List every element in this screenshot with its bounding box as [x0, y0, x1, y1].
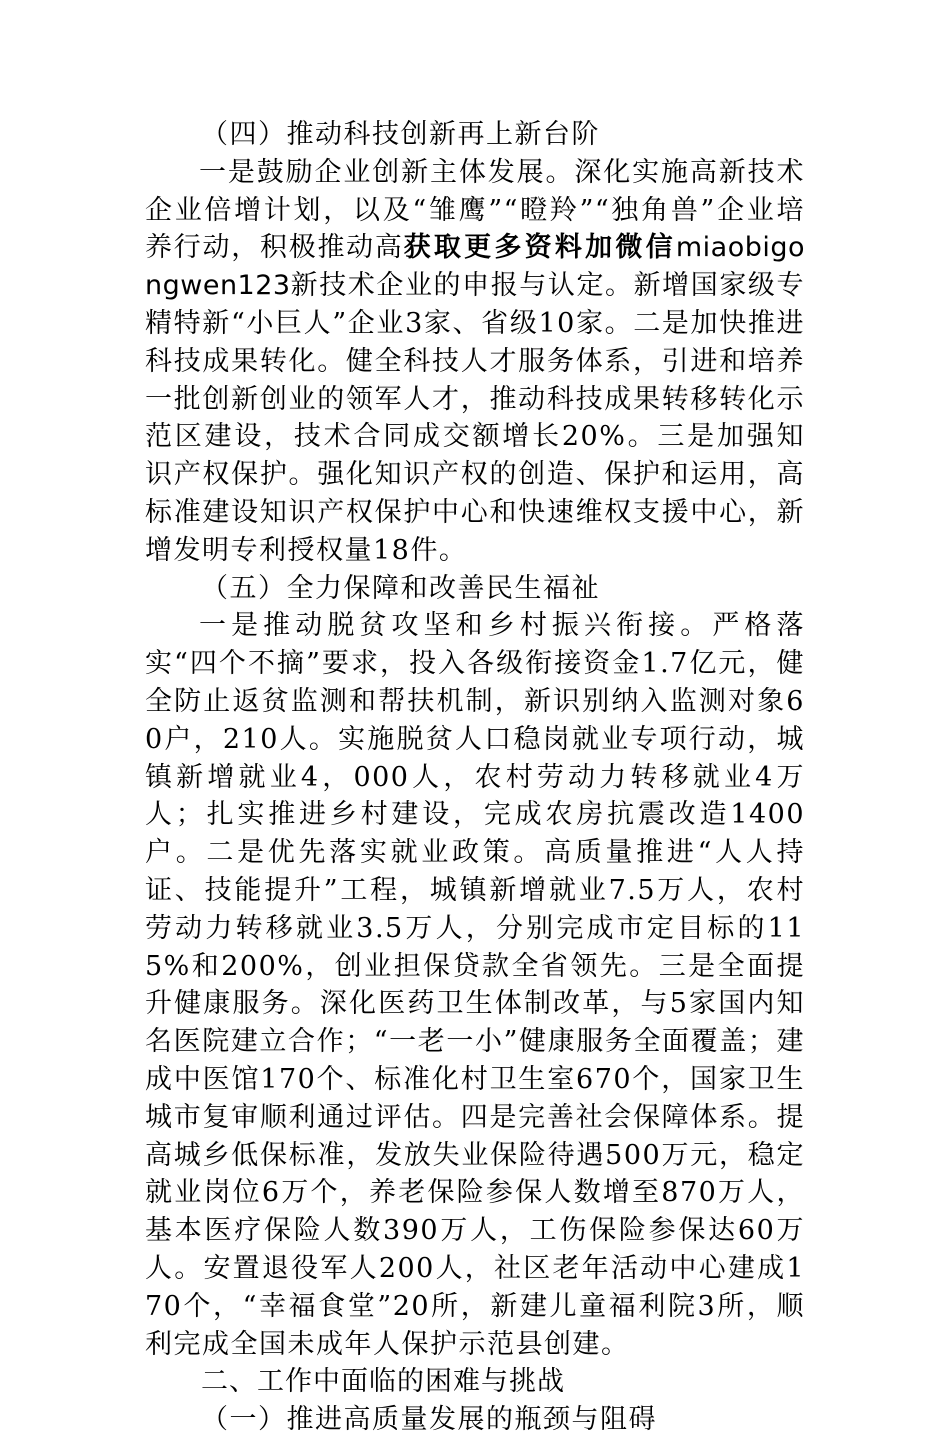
watermark-id: miaobigongwen123 [145, 232, 806, 302]
section-5-title: （五）全力保障和改善民生福祉 [201, 572, 600, 604]
part-2-section-1-title: （一）推进高质量发展的瓶颈与阻碍 [201, 1404, 657, 1436]
section-4-title: （四）推动科技创新再上新台阶 [201, 119, 600, 150]
section-5-paragraph: 一是推动脱贫攻坚和乡村振兴衔接。严格落实“四个不摘”要求，投入各级衔接资金1.7亿元，健全防止返贫监测和帮扶机制，新识别纳入监测对象60户，210人。实施脱贫人口稳岗就业专项行动，城镇新增就业4，000人，农村劳动力转移就业4万人；扎实推进乡村建设，完成农房抗震改造1400户。二是优先落实就业政策。高质量推进“人人持证、技能提升”工程，城镇新增就业7.5万人，农村劳动力转移就业3.5万人，分别完成市定目标的115%和200%，创业担保贷款全省领先。三是全面提升健康服务。深化医药卫生体制改革，与5家国内知名医院建立合作；“一老一小”健康服务全面覆盖；建成中医馆170个、标准化村卫生室670个，国家卫生城市复审顺利通过评估。四是完善社会保障体系。提高城乡低保标准，发放失业保险待遇500万元，稳定就业岗位6万个，养老保险参保人数增至870万人，基本医疗保险人数390万人，工伤保险参保达60万人。安置退役军人200人，社区老年活动中心建成170个，“幸福食堂”20所，新建儿童福利院3所，顺利完成全国未成年人保护示范县创建。 [145, 610, 805, 1360]
part-2-title: 二、工作中面临的困难与挑战 [201, 1366, 565, 1398]
section-4-paragraph-end: 新技术企业的申报与认定。新增国家级专精特新“小巨人”企业3家、省级10家。二是加快推进科技成果转化。健全科技人才服务体系，引进和培养一批创新创业的领军人才，推动科技成果转移转化示范区建设，技术合同成交额增长20%。三是加强知识产权保护。强化知识产权的创造、保护和运用，高标准建设知识产权保护中心和快速维权支援中心，新增发明专利授权量18件。 [145, 270, 805, 566]
section-4-paragraph-start: 一是鼓励企业创新主体发展。深化实施高新技术企业倍增计划，以及“雏鹰”“瞪羚”“独角兽”企业培养行动，积极推动高 [145, 156, 805, 264]
watermark-text: 获取更多资料加微信 [403, 232, 676, 264]
document-body [145, 116, 805, 1439]
section-4-paragraph [145, 154, 805, 570]
